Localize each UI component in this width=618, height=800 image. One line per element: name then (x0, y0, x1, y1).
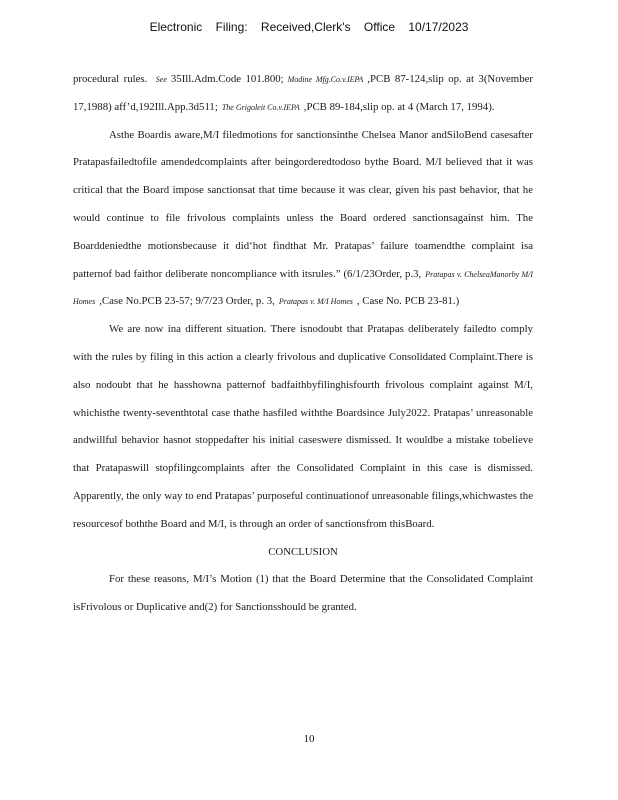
text-run: ,PCB 87-124,slip op. at 3(November 17,1988) aff’d,192Ill.App.3d511; (73, 73, 533, 113)
text-run: ,Case No.PCB 23-57; 9/7/23 Order, p. 3, (99, 295, 275, 308)
text-run: ,PCB 89-184,slip op. at 4 (March 17, 1994). (303, 100, 495, 113)
case-name: Pratapas v. ChelseaManorby M/I Homes (73, 269, 533, 307)
paragraph-prior-motions (73, 122, 533, 317)
paragraph-current-situation: We are now ina different situation. There isnodoubt that Pratapas deliberately failedto comply with the rules by filing in this action a clearly frivolous and duplicative Consolidated Complaint.There is also nodoubt that he hasshowna patternof badfaithbyfilinghisfourth frivolous complaint against M/I, whichisthe twenty-seventhtotal case thathe hasfiled withthe Boardsince July2022. Pratapas’ unreasonable andwillful behavior hasnot stoppedafter his initial caseswere dismissed. It wouldbe a mistake tobelieve that Pratapaswill stopfilingcomplaints after the Consolidated Complaint in this case is dismissed. Apparently, the only way to end Pratapas’ purposeful continuationof unreasonable filings,whichwastes the resourcesof boththe Board and M/I, is through an order of sanctionsfrom thisBoard. (73, 323, 533, 530)
citation-signal: See (155, 75, 167, 84)
conclusion-heading: CONCLUSION (268, 545, 338, 558)
document-body (73, 66, 533, 622)
case-name: The Grigoleit Co.v.IEPA (221, 102, 300, 112)
paragraph-conclusion: For these reasons, M/I’s Motion (1) that the Board Determine that the Consolidated Complaint isFrivolous or Duplicative and(2) for Sanctionsshould be granted. (73, 573, 533, 614)
paragraph-citations (73, 66, 533, 122)
efiling-header: Electronic Filing: Received,Clerk's Office 10/17/2023 (149, 20, 469, 34)
case-name: Pratapas v. M/I Homes (278, 297, 353, 307)
text-run: , Case No. PCB 23-81.) (356, 295, 460, 308)
case-name: Modine Mfg.Co.v.IEPA (287, 75, 364, 84)
text-run: procedural rules. (73, 73, 148, 85)
page-number: 10 (303, 733, 315, 745)
text-run: Asthe Boardis aware,M/I filedmotions for sanctionsinthe Chelsea Manor andSiloBend casesafter Pratapasfailedtofile amendedcomplaints after beingorderedtodoso bythe Board. M/I believed that it was critical that the Board impose sanctionsat that time because it was clear, given his past behavior, that he would continue to file frivolous complaints unless the Board ordered sanctionsagainst him. The Boarddeniedthe motionsbecause it did‘hot findthat Mr. Pratapas’ failure toamendthe complaint isa patternof bad faithor deliberate noncompliance with itsrules.” (6/1/23Order, p.3, (73, 128, 533, 280)
text-run: 35Ill.Adm.Code 101.800; (170, 73, 284, 85)
